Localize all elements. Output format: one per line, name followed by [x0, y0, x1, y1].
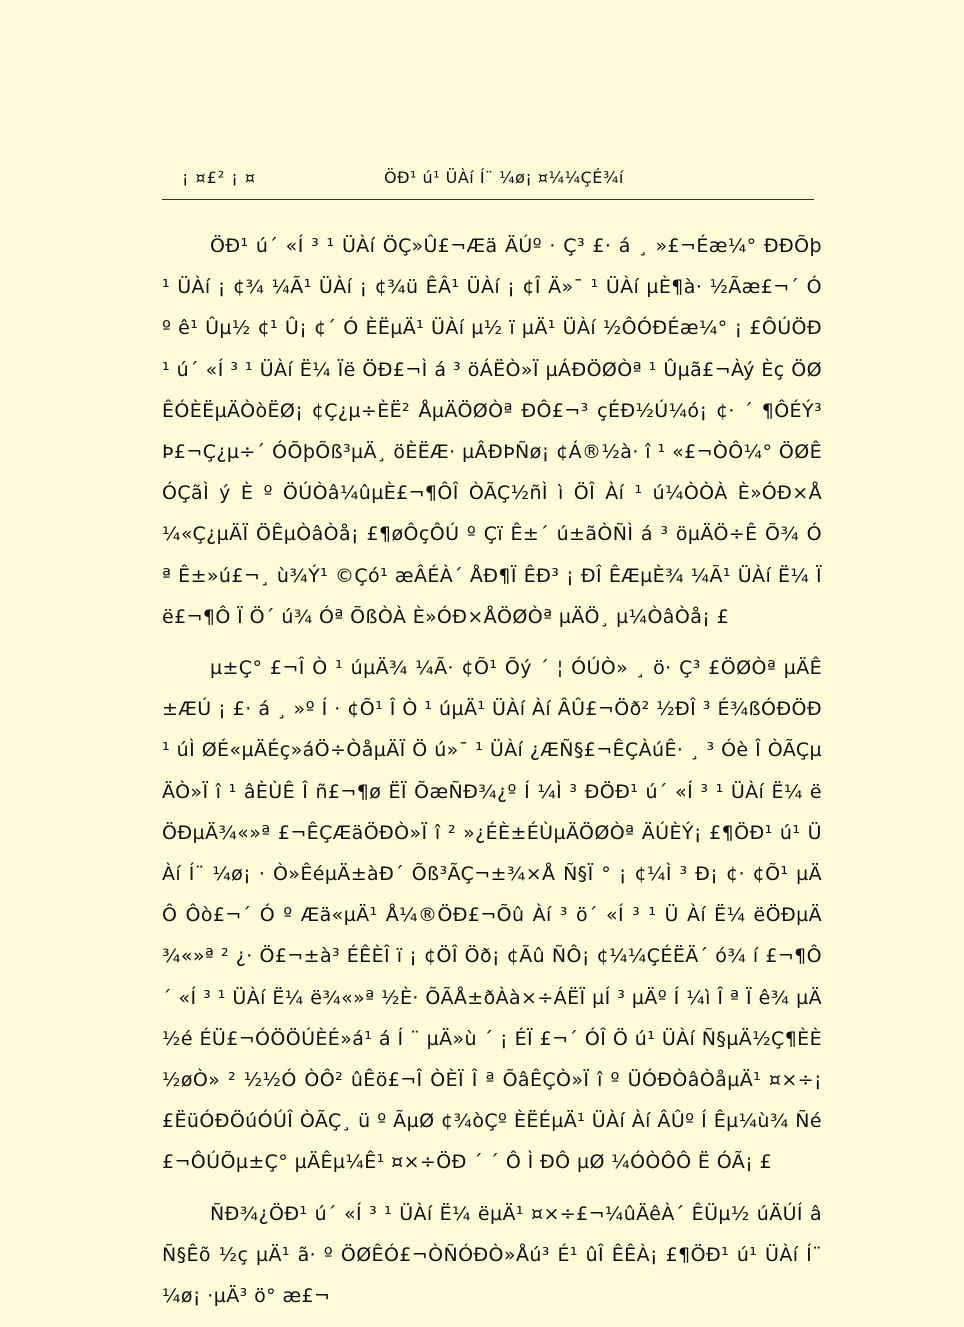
paragraph: [162, 226, 822, 638]
paragraph-text: µ±Ç° £¬Î Ò ¹ úµÄ¾ ¼Ã· ¢Õ¹ Õý ´ ¦ ÓÚÒ» ¸ ö· Ç³ £ÖØÒª µÄÊ±ÆÚ ¡ £· á ¸ »º Í · ¢Õ¹ Î Ò ¹ úµÄ¹ ÜÀí Àí ÂÛ£¬Öð² ½ÐÎ ³ É¾ßÓÐÖÐ¹ úÌ ØÉ«µÄÉç»áÖ÷ÒåµÄÏ Ö ú»¯ ¹ ÜÀí ¿ÆÑ§£¬ÊÇÀúÊ· ¸ ³ Óè Î ÒÃÇµÄÒ»Ï î ¹ âÈÙÊ Î ñ£¬¶ø ËÏ ÕæÑÐ¾¿º Í ¼Ì ³ ÐÖÐ¹ ú´ «Í ³ ¹ ÜÀí Ë¼ ëÖÐµÄ¾«»ª £¬ÊÇÆäÖÐÒ»Ï î ² »¿ÉÈ±ÉÙµÄÖØÒª ÄÚÈÝ¡ £¶ÖÐ¹ ú¹ ÜÀí Í¨ ¼ø¡ · Ò»ÊéµÄ±àÐ´ Õß³ÃÇ¬±¾×Å Ñ§Ï ° ¡ ¢¼Ì ³ Ð¡ ¢· ¢Õ¹ µÄÔ Ôò£¬´ Ó º Æä«µÄ¹ Å¼®ÖÐ£¬Õû Àí ³ ö´ «Í ³ ¹ Ü Àí Ë¼ ëÖÐµÄ¾«»ª ² ¿· Ö£¬±à³ ÉÊÈÎ ï ¡ ¢ÖÎ Öð¡ ¢Ãû ÑÔ¡ ¢¼¼ÇÉËÄ´ ó¾ í £¬¶Ô´ «Í ³ ¹ ÜÀí Ë¼ ë¾«»ª ½È· ÕÃÅ±ðÀà×÷ÁËÏ µÍ ³ µÄº Í ¼ì Î ª Ï ê¾ µÄ½é ÉÜ£¬ÓÖÖÚÈÉ»á¹ á Í ¨ µÄ»ù ´ ¡ ÉÏ £¬´ ÓÎ Ö ú¹ ÜÀí Ñ§µÄ½Ç¶ÈÈ½øÒ» ² ½½Ó ÒÔ² ûÊö£¬Î ÒÈÏ Î ª ÕâÊÇÒ»Ï î º ÜÓÐÒâÒåµÄ¹ ¤×÷¡ £ËüÓÐÖúÓÚÎ ÒÃÇ¸ ü º ÃµØ ¢¾òÇº ÈËÉµÄ¹ ÜÀí Àí ÂÛº Í Êµ¼ù¾ Ñé£¬ÔÚÕµ±Ç° µÄÊµ¼Ê¹ ¤×÷ÖÐ ´ ´ Ô Ì ÐÔ µØ ¼ÓÒÔÔ Ë ÓÃ¡ £: [162, 657, 822, 1174]
running-title: ÖÐ¹ ú¹ ÜÀí Í¨ ¼ø¡ ¤¼¼ÇÉ¾í: [384, 168, 624, 187]
paragraph: [162, 1194, 822, 1318]
body-text: [162, 226, 822, 1327]
page-header: [162, 166, 814, 200]
paragraph: [162, 648, 822, 1184]
header-rule: [162, 199, 814, 200]
paragraph-text: ÖÐ¹ ú´ «Í ³ ¹ ÜÀí ÖÇ»Û£¬Æä ÄÚº · Ç³ £· á ¸ »£¬Éæ¼° ÐÐÕþ ¹ ÜÀí ¡ ¢¾ ¼Ã¹ ÜÀí ¡ ¢¾ü ÊÂ¹ ÜÀí ¡ ¢Î Ä»¯ ¹ ÜÀí µÈ¶à· ½Ãæ£¬´ Ó º ê¹ Ûµ½ ¢¹ Û¡ ¢´ Ó ÈËµÄ¹ ÜÀí µ½ ï µÄ¹ ÜÀí ½ÔÓÐÉæ¼° ¡ £ÔÚÖÐ¹ ú´ «Í ³ ¹ ÜÀí Ë¼ Ïë ÖÐ£¬Ì á ³ öÁËÒ»Ï µÁÐÖØÒª ¹ Ûµã£¬Àý Èç ÖØÊÓÈËµÄÒòËØ¡ ¢Ç¿µ÷ÈË² ÅµÄÖØÒª ÐÔ£¬³ çÉÐ½Ú¼ó¡ ¢· ´ ¶ÔÉÝ³ Þ£¬Ç¿µ÷´ ÓÕþÕß³µÄ¸ öÈËÆ· µÂÐÞÑø¡ ¢Á®½à· î ¹ «£¬ÒÔ¼° ÖØÊÓÇãÌ ý È º ÖÚÒâ¼ûµÈ£¬¶ÔÎ ÒÃÇ½ñÌ ì ÖÎ Àí ¹ ú¼ÒÒÀ È»ÓÐ×Å¼«Ç¿µÄÏ ÖÊµÒâÒå¡ £¶øÔçÔÚ º Çï Ê±´ ú±ãÒÑÌ á ³ öµÄÖ÷Ê Õ¾ Ó ª Ê±»ú£¬¸ ù¾Ý¹ ©Çó¹ æÂÉÀ´ ÅÐ¶Ï ÊÐ³ ¡ ÐÎ ÊÆµÈ¾ ¼Ã¹ ÜÀí Ë¼ Ïë£¬¶Ô Ï Ö´ ú¾ Óª ÕßÒÀ È»ÓÐ×ÅÖØÒª µÄÖ¸ µ¼ÒâÒå¡ £: [162, 235, 822, 628]
paragraph-text: ÑÐ¾¿ÖÐ¹ ú´ «Í ³ ¹ ÜÀí Ë¼ ëµÄ¹ ¤×÷£¬¼ûÄêÀ´ ÊÜµ½ úÄÚÍ âÑ§Êõ ½ç µÄ¹ ã· º ÖØÊÓ£¬ÒÑÓÐÒ»Åú³ É¹ ûÎ ÊÊÀ¡ £¶ÖÐ¹ ú¹ ÜÀí Í¨ ¼ø¡ ·µÄ³ ö° æ£¬: [162, 1202, 822, 1308]
page-number: ¡ ¤£² ¡ ¤: [182, 168, 257, 187]
